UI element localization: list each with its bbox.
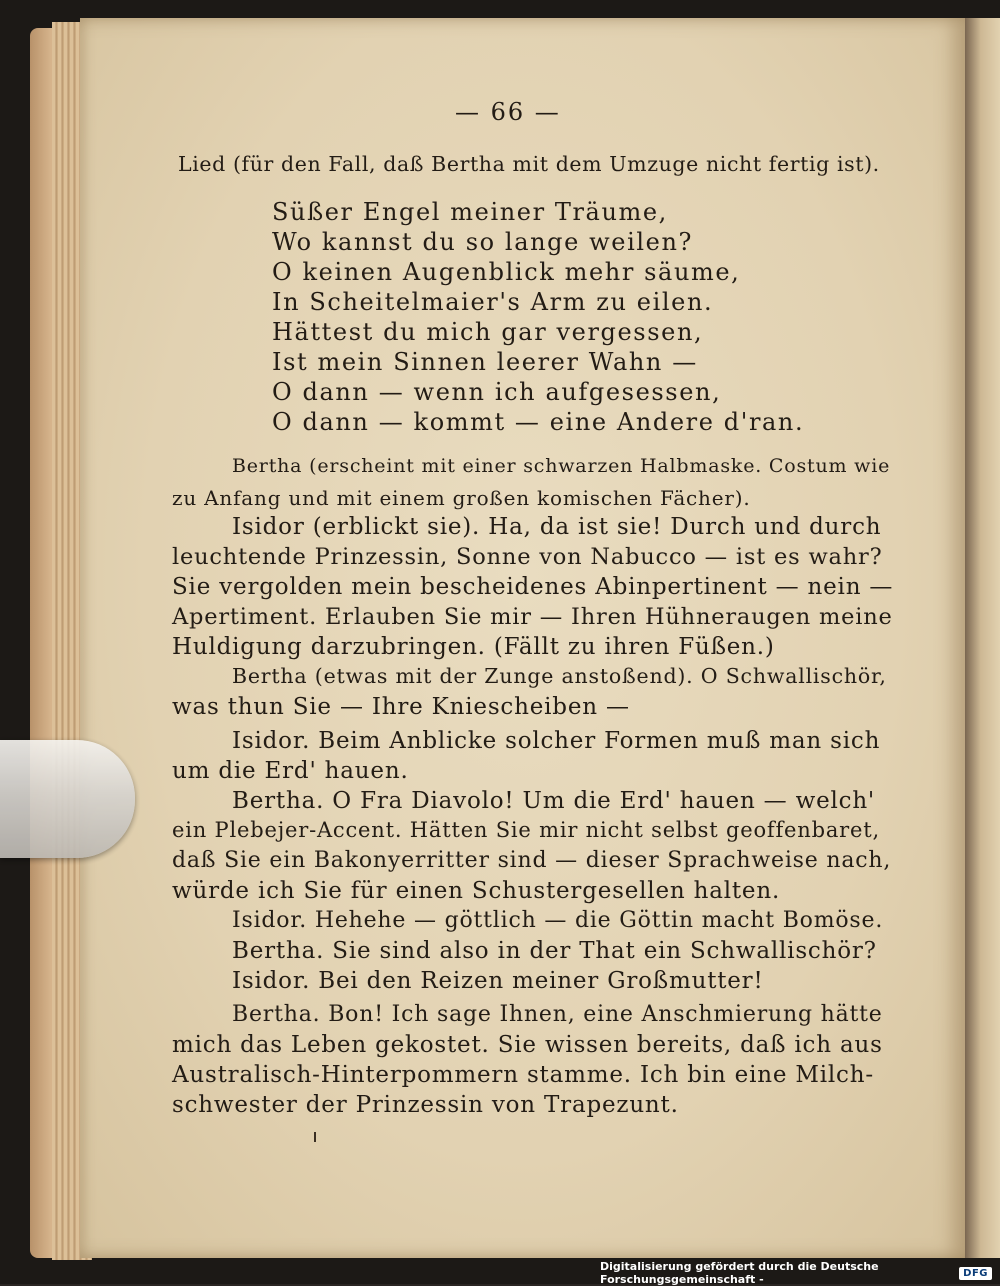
dialogue-line: ein Plebejer-Accent. Hätten Sie mir nicht selbst geoffenbaret, <box>172 818 880 842</box>
dialogue-line: um die Erd' hauen. <box>172 758 409 784</box>
verse-line: Süßer Engel meiner Träume, <box>272 198 668 226</box>
dialogue-line: Isidor (erblickt sie). Ha, da ist sie! Durch und durch <box>232 514 882 540</box>
verse-line: O dann — kommt — eine Andere d'ran. <box>272 408 805 436</box>
verse-line: Wo kannst du so lange weilen? <box>272 228 693 256</box>
dialogue-line: Sie vergolden mein bescheidenes Abinpertinent — nein — <box>172 574 894 600</box>
dialogue-line: schwester der Prinzessin von Trapezunt. <box>172 1092 679 1118</box>
verse-line: O dann — wenn ich aufgesessen, <box>272 378 722 406</box>
dialogue-line: Isidor. Bei den Reizen meiner Großmutter! <box>232 968 764 994</box>
dialogue-line: Bertha. O Fra Diavolo! Um die Erd' hauen — welch' <box>232 788 876 814</box>
footer-credit <box>600 1262 992 1284</box>
dialogue-line: Apertiment. Erlauben Sie mir — Ihren Hühneraugen meine <box>172 604 893 630</box>
verse-line: Ist mein Sinnen leerer Wahn — <box>272 348 698 376</box>
dialogue-line: Isidor. Beim Anblicke solcher Formen muß man sich <box>232 728 881 754</box>
dialogue-line: würde ich Sie für einen Schustergesellen halten. <box>172 878 781 904</box>
stage-direction: Bertha (erscheint mit einer schwarzen Halbmaske. Costum wie <box>232 455 891 477</box>
verse-line: O keinen Augenblick mehr säume, <box>272 258 741 286</box>
dialogue-line: daß Sie ein Bakonyerritter sind — dieser Sprachweise nach, <box>172 848 892 873</box>
dialogue-line: Bertha (etwas mit der Zunge anstoßend). O Schwallischör, <box>232 664 887 688</box>
song-heading: Lied (für den Fall, daß Bertha mit dem Umzuge nicht fertig ist). <box>178 152 880 176</box>
dialogue-line: mich das Leben gekostet. Sie wissen bereits, daß ich aus <box>172 1032 883 1058</box>
dialogue-line: Isidor. Hehehe — göttlich — die Göttin macht Bomöse. <box>232 908 884 933</box>
dialogue-line: was thun Sie — Ihre Kniescheiben — <box>172 694 630 720</box>
stage-direction: zu Anfang und mit einem großen komischen Fächer). <box>172 486 751 510</box>
dialogue-line: Bertha. Bon! Ich sage Ihnen, eine Anschmierung hätte <box>232 1002 883 1027</box>
ink-mark <box>314 1132 316 1142</box>
verse-line: Hättest du mich gar vergessen, <box>272 318 704 346</box>
facing-page-edge <box>965 18 1000 1258</box>
dialogue-line: leuchtende Prinzessin, Sonne von Nabucco — ist es wahr? <box>172 544 883 570</box>
dialogue-line: Huldigung darzubringen. (Fällt zu ihren Füßen.) <box>172 634 775 660</box>
dialogue-line: Australisch-Hinterpommern stamme. Ich bin eine Milch- <box>172 1062 874 1088</box>
dialogue-line: Bertha. Sie sind also in der That ein Schwallischör? <box>232 938 877 964</box>
page-number: — 66 — <box>455 98 561 126</box>
verse-line: In Scheitelmaier's Arm zu eilen. <box>272 288 714 316</box>
footer-credit-text: Digitalisierung gefördert durch die Deutsche Forschungsgemeinschaft - <box>600 1260 879 1286</box>
page-clip <box>0 740 135 858</box>
dfg-logo: DFG <box>959 1267 992 1280</box>
